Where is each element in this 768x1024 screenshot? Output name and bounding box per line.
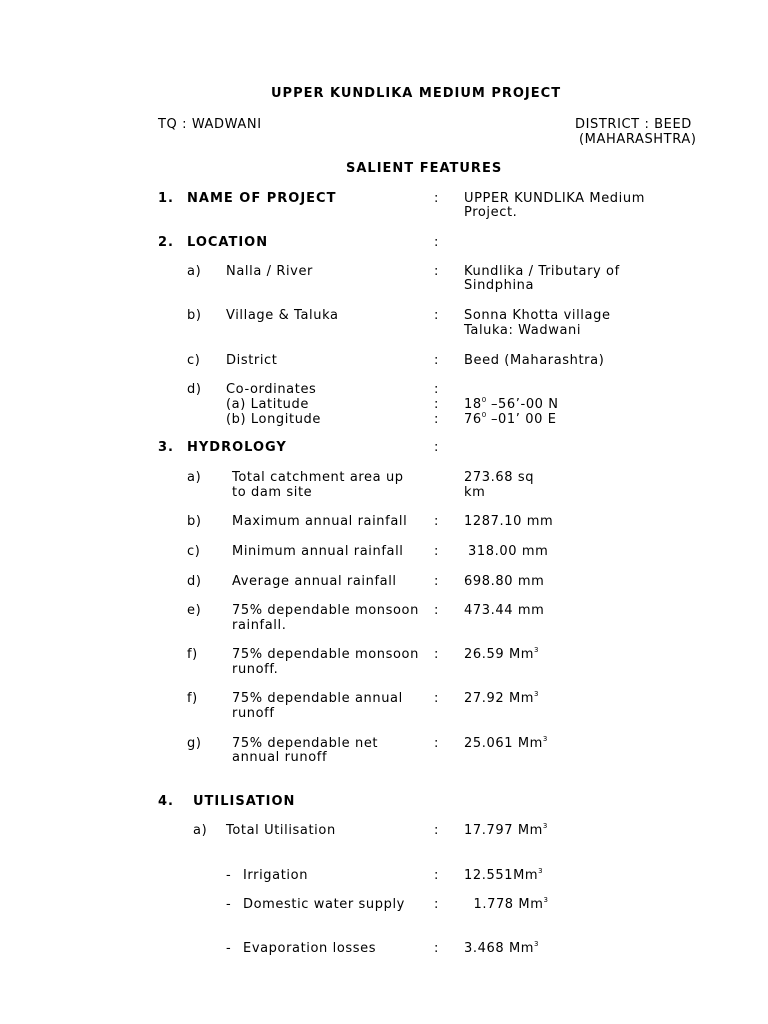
latitude-label: (a) Latitude	[226, 397, 309, 412]
section-subtitle: SALIENT FEATURES	[346, 161, 503, 176]
s3f2-label: 75% dependable annual	[232, 691, 403, 706]
s3f2-label-cont: runoff	[232, 706, 275, 721]
domestic-label: Domestic water supply	[243, 897, 405, 912]
colon: :	[434, 440, 439, 455]
irrigation-value: 12.551Mm$^3$	[464, 867, 543, 883]
s2d-label: Co-ordinates	[226, 382, 317, 397]
s3g-letter: g)	[187, 736, 202, 751]
colon: :	[434, 235, 439, 250]
s4-label: UTILISATION	[193, 794, 296, 809]
s2d-letter: d)	[187, 382, 202, 397]
s3e-label: 75% dependable monsoon	[232, 603, 419, 618]
s2c-value: Beed (Maharashtra)	[464, 353, 605, 368]
colon: :	[434, 574, 439, 589]
s2b-value-cont: Taluka: Wadwani	[464, 323, 582, 338]
colon: :	[434, 191, 439, 206]
s3b-value: 1287.10 mm	[464, 514, 554, 529]
domestic-value: 1.778 Mm$^3$	[464, 896, 548, 912]
colon: :	[434, 736, 439, 751]
s1-label: NAME OF PROJECT	[187, 191, 337, 206]
s1-number: 1.	[158, 191, 174, 206]
s3a-label: Total catchment area up	[232, 470, 404, 485]
colon: :	[434, 823, 439, 838]
s3c-label: Minimum annual rainfall	[232, 544, 404, 559]
s3e-label-cont: rainfall.	[232, 618, 287, 633]
state-label: (MAHARASHTRA)	[579, 132, 697, 147]
s3f2-letter: f)	[187, 691, 198, 706]
s4-number: 4.	[158, 794, 174, 809]
colon: :	[434, 691, 439, 706]
s2a-label: Nalla / River	[226, 264, 314, 279]
colon: :	[434, 897, 439, 912]
s2-label: LOCATION	[187, 235, 269, 250]
s3a-value: 273.68 sq	[464, 470, 535, 485]
s3e-value: 473.44 mm	[464, 603, 545, 618]
s3-number: 3.	[158, 440, 174, 455]
s3f1-label: 75% dependable monsoon	[232, 647, 419, 662]
s3g-label-cont: annual runoff	[232, 750, 328, 765]
s3f1-letter: f)	[187, 647, 198, 662]
s2c-letter: c)	[187, 353, 201, 368]
colon: :	[434, 353, 439, 368]
s4a-letter: a)	[193, 823, 208, 838]
s3b-letter: b)	[187, 514, 202, 529]
s3b-label: Maximum annual rainfall	[232, 514, 408, 529]
longitude-label: (b) Longitude	[226, 412, 321, 427]
s2b-label: Village & Taluka	[226, 308, 339, 323]
s3g-value: 25.061 Mm$^3$	[464, 735, 548, 751]
colon: :	[434, 603, 439, 618]
s3d-letter: d)	[187, 574, 202, 589]
colon: :	[434, 514, 439, 529]
s3e-letter: e)	[187, 603, 202, 618]
colon: :	[434, 397, 439, 412]
colon: :	[434, 544, 439, 559]
irrigation-label: Irrigation	[243, 868, 309, 883]
s3d-value: 698.80 mm	[464, 574, 545, 589]
s3g-label: 75% dependable net	[232, 736, 379, 751]
evaporation-value: 3.468 Mm$^3$	[464, 940, 539, 956]
latitude-value: $18^0$ –56’-00 N	[464, 396, 559, 412]
colon: :	[434, 941, 439, 956]
s2a-letter: a)	[187, 264, 202, 279]
longitude-value: $76^0$ –01’ 00 E	[464, 411, 557, 427]
s4a-label: Total Utilisation	[226, 823, 336, 838]
colon: :	[434, 264, 439, 279]
s3c-value: 318.00 mm	[468, 544, 549, 559]
colon: :	[434, 412, 439, 427]
s2-number: 2.	[158, 235, 174, 250]
s2a-value-cont: Sindphina	[464, 278, 535, 293]
s3a-value-cont: km	[464, 485, 486, 500]
document-title: UPPER KUNDLIKA MEDIUM PROJECT	[271, 86, 562, 101]
colon: :	[434, 382, 439, 397]
irrigation-dash: -	[226, 868, 232, 883]
s2c-label: District	[226, 353, 278, 368]
s3-label: HYDROLOGY	[187, 440, 287, 455]
domestic-dash: -	[226, 897, 232, 912]
evaporation-dash: -	[226, 941, 232, 956]
s3a-label-cont: to dam site	[232, 485, 313, 500]
s2b-letter: b)	[187, 308, 202, 323]
s4a-value: 17.797 Mm$^3$	[464, 822, 548, 838]
s3a-letter: a)	[187, 470, 202, 485]
s3f1-value: 26.59 Mm$^3$	[464, 646, 539, 662]
district-label: DISTRICT : BEED	[575, 117, 692, 132]
s2a-value: Kundlika / Tributary of	[464, 264, 620, 279]
taluka-label: TQ : WADWANI	[158, 117, 262, 132]
s3f1-label-cont: runoff.	[232, 662, 279, 677]
colon: :	[434, 868, 439, 883]
s2b-value: Sonna Khotta village	[464, 308, 611, 323]
colon: :	[434, 308, 439, 323]
s3f2-value: 27.92 Mm$^3$	[464, 690, 539, 706]
colon: :	[434, 647, 439, 662]
evaporation-label: Evaporation losses	[243, 941, 377, 956]
s1-value-cont: Project.	[464, 205, 518, 220]
s3c-letter: c)	[187, 544, 201, 559]
s3d-label: Average annual rainfall	[232, 574, 397, 589]
s1-value: UPPER KUNDLIKA Medium	[464, 191, 645, 206]
